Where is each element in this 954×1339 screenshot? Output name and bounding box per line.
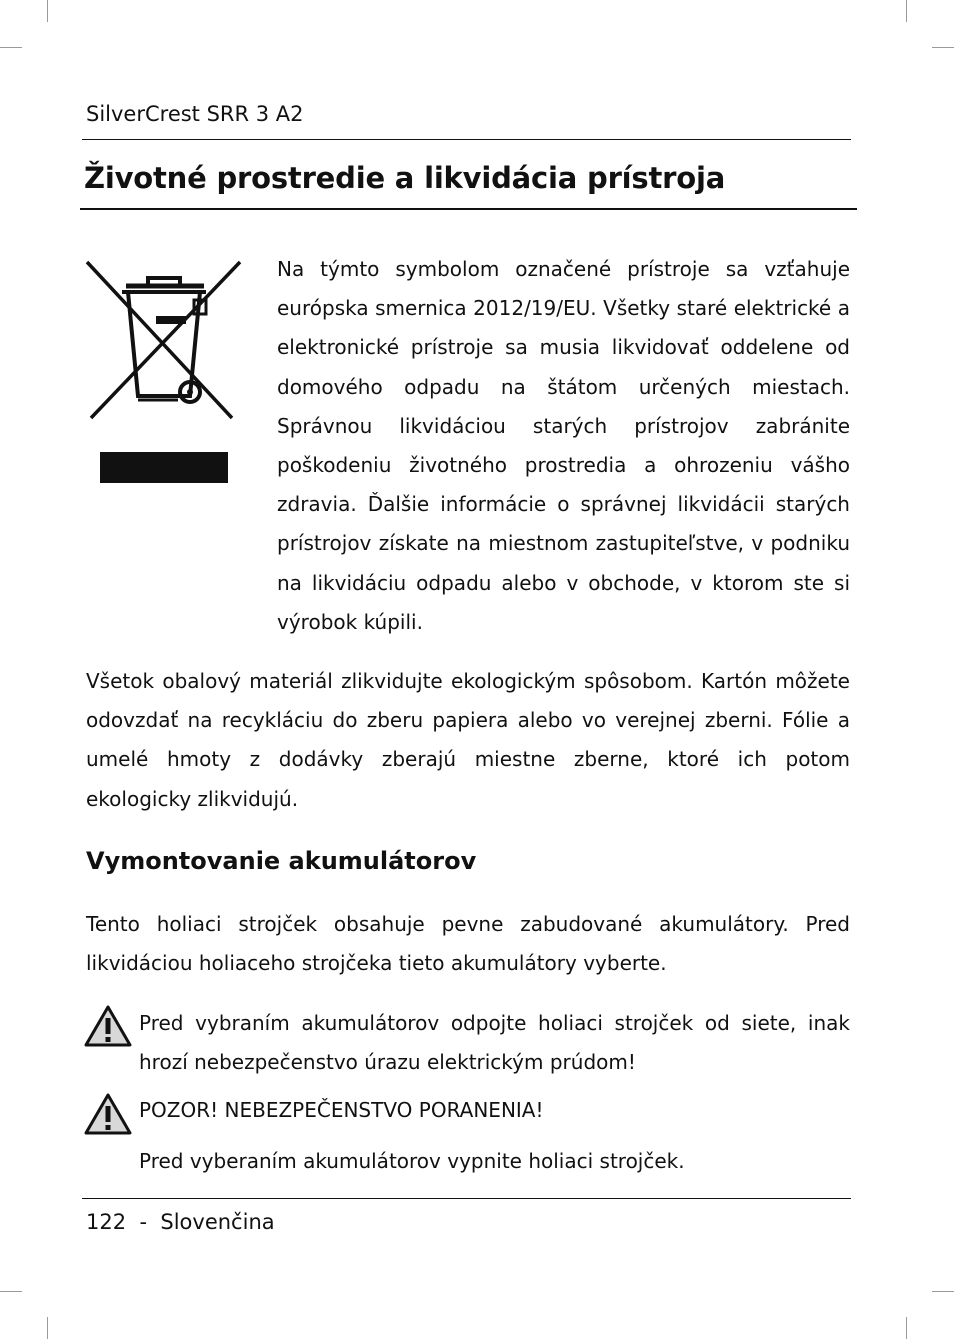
weee-paragraph: Na týmto symbolom označené prístroje sa vzťahuje európska smernica 2012/19/EU. Všetky staré elektrické a elektronické prístroje sa musia likvidovať oddelene od domového odpadu na štátom určených miestach. Správnou likvidáciou starých prístrojov zabránite poškodeniu životného prostredia a ohrozeniu vášho zdravia. Ďalšie informácie o správnej likvidácii starých prístrojov získate na miestnom zastupiteľstve, v podniku na likvidáciu odpadu alebo v obchode, v ktorom ste si výrobok kúpili.: [277, 257, 850, 634]
warning-shock-text: Pred vybraním akumulátorov odpojte holiaci strojček od siete, inak hrozí nebezpečenstvo úrazu elektrickým prúdom!: [139, 1011, 850, 1075]
warning-injury-text: Pred vyberaním akumulátorov vypnite holiaci strojček.: [139, 1149, 685, 1173]
header-rule: [82, 139, 851, 140]
footer-separator: -: [139, 1210, 148, 1234]
footer-rule: [82, 1198, 851, 1199]
crop-mark: [932, 1291, 954, 1292]
warning-icon: [84, 1092, 132, 1136]
header-product-name: SilverCrest SRR 3 A2: [86, 102, 304, 126]
crop-mark: [906, 1317, 907, 1339]
crop-mark: [47, 0, 48, 22]
crop-mark: [906, 0, 907, 22]
warning-icon: [84, 1004, 132, 1048]
title-rule: [80, 208, 857, 210]
crossed-bin-icon: [82, 256, 246, 490]
footer-language: Slovenčina: [160, 1210, 275, 1234]
page-number: 122: [86, 1210, 127, 1234]
crop-mark: [0, 47, 22, 48]
section-heading: Vymontovanie akumulátorov: [86, 847, 477, 875]
crop-mark: [47, 1317, 48, 1339]
crop-mark: [932, 47, 954, 48]
crop-mark: [0, 1291, 22, 1292]
page-title: Životné prostredie a likvidácia prístroja: [84, 161, 726, 195]
packaging-paragraph: Všetok obalový materiál zlikvidujte ekologickým spôsobom. Kartón môžete odovzdať na recykláciu do zberu papiera alebo vo verejnej zberni. Fólie a umelé hmoty z dodávky zberajú miestne zberne, ktoré ich potom ekologicky zlikvidujú.: [86, 669, 850, 811]
warning-injury-title: POZOR! NEBEZPEČENSTVO PORANENIA!: [139, 1098, 544, 1122]
battery-intro-paragraph: Tento holiaci strojček obsahuje pevne zabudované akumulátory. Pred likvidáciou holiaceho strojčeka tieto akumulátory vyberte.: [86, 912, 850, 976]
footer: [86, 1208, 275, 1236]
